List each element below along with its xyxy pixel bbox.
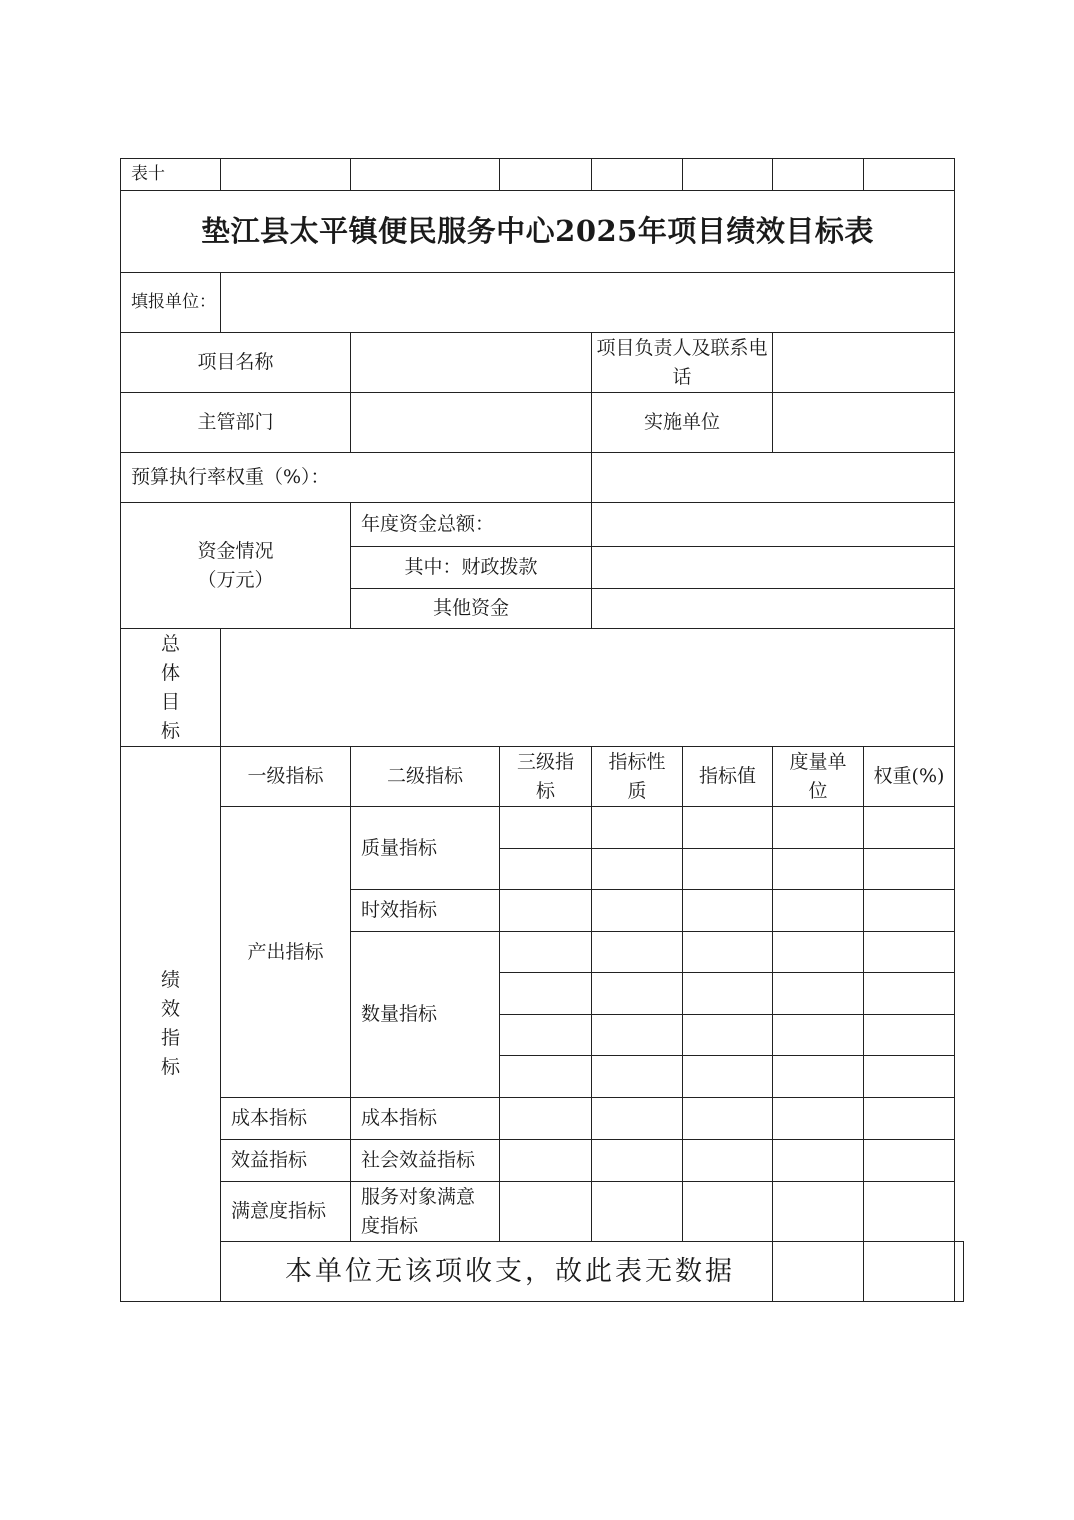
data-cell[interactable] bbox=[592, 890, 683, 932]
quantity-indicator-label: 数量指标 bbox=[351, 932, 500, 1098]
project-manager-label: 项目负责人及联系电话 bbox=[592, 333, 773, 393]
data-cell[interactable] bbox=[592, 1056, 683, 1098]
benefit-indicator-l2-label: 社会效益指标 bbox=[351, 1140, 500, 1182]
funds-label bbox=[121, 503, 351, 629]
data-cell[interactable] bbox=[683, 973, 773, 1015]
data-cell[interactable] bbox=[864, 807, 955, 849]
data-cell[interactable] bbox=[592, 1140, 683, 1182]
data-cell[interactable] bbox=[500, 973, 592, 1015]
fiscal-funds-value[interactable] bbox=[592, 547, 955, 589]
annual-funds-label: 年度资金总额： bbox=[351, 503, 592, 547]
implementing-unit-label: 实施单位 bbox=[592, 393, 773, 453]
blank-cell bbox=[500, 159, 592, 191]
performance-text: 绩效指标 bbox=[160, 969, 180, 1078]
data-cell[interactable] bbox=[773, 1140, 864, 1182]
funds-label-text: 资金情况（万元） bbox=[197, 539, 274, 591]
project-name-value[interactable] bbox=[351, 333, 592, 393]
cost-indicator-l2-label: 成本指标 bbox=[351, 1098, 500, 1140]
header-nature-text: 指标性质 bbox=[608, 750, 666, 802]
overall-goal-text: 总体目标 bbox=[160, 632, 180, 742]
satisfaction-indicator-l2-label bbox=[351, 1182, 500, 1242]
blank-cell bbox=[864, 159, 955, 191]
data-cell[interactable] bbox=[773, 1098, 864, 1140]
blank-cell bbox=[773, 1242, 864, 1302]
data-cell[interactable] bbox=[592, 1182, 683, 1242]
data-cell[interactable] bbox=[864, 890, 955, 932]
project-manager-value[interactable] bbox=[773, 333, 955, 393]
data-cell[interactable] bbox=[500, 890, 592, 932]
budget-rate-label: 预算执行率权重（%）： bbox=[121, 453, 592, 503]
overall-goal-value[interactable] bbox=[221, 629, 955, 747]
header-nature bbox=[592, 747, 683, 807]
data-cell[interactable] bbox=[683, 1098, 773, 1140]
department-label: 主管部门 bbox=[121, 393, 351, 453]
header-level3-text: 三级指标 bbox=[516, 750, 574, 802]
data-cell[interactable] bbox=[773, 1056, 864, 1098]
header-level2: 二级指标 bbox=[351, 747, 500, 807]
no-data-note: 本单位无该项收支，故此表无数据 bbox=[221, 1242, 773, 1302]
fill-unit-value[interactable] bbox=[221, 273, 955, 333]
blank-cell bbox=[864, 1242, 955, 1302]
data-cell[interactable] bbox=[592, 932, 683, 973]
data-cell[interactable] bbox=[864, 973, 955, 1015]
data-cell[interactable] bbox=[683, 807, 773, 849]
data-cell[interactable] bbox=[500, 1098, 592, 1140]
data-cell[interactable] bbox=[500, 849, 592, 890]
timeliness-indicator-label: 时效指标 bbox=[351, 890, 500, 932]
data-cell[interactable] bbox=[500, 1056, 592, 1098]
blank-cell bbox=[683, 159, 773, 191]
data-cell[interactable] bbox=[683, 890, 773, 932]
header-weight: 权重(%) bbox=[864, 747, 955, 807]
annual-funds-value[interactable] bbox=[592, 503, 955, 547]
data-cell[interactable] bbox=[773, 1182, 864, 1242]
data-cell[interactable] bbox=[592, 973, 683, 1015]
data-cell[interactable] bbox=[864, 1140, 955, 1182]
data-cell[interactable] bbox=[683, 1015, 773, 1056]
blank-cell bbox=[955, 1242, 964, 1302]
fill-unit-label: 填报单位： bbox=[121, 273, 221, 333]
data-cell[interactable] bbox=[683, 1056, 773, 1098]
data-cell[interactable] bbox=[592, 1015, 683, 1056]
blank-cell bbox=[351, 159, 500, 191]
blank-cell bbox=[221, 159, 351, 191]
form-title: 垫江县太平镇便民服务中心2025年项目绩效目标表 bbox=[121, 191, 955, 273]
other-funds-label: 其他资金 bbox=[351, 589, 592, 629]
performance-label bbox=[121, 747, 221, 1302]
data-cell[interactable] bbox=[864, 849, 955, 890]
data-cell[interactable] bbox=[683, 1140, 773, 1182]
performance-target-form bbox=[120, 158, 964, 1302]
header-level3 bbox=[500, 747, 592, 807]
data-cell[interactable] bbox=[592, 849, 683, 890]
output-indicator-label: 产出指标 bbox=[221, 807, 351, 1098]
data-cell[interactable] bbox=[500, 807, 592, 849]
cost-indicator-l1-label: 成本指标 bbox=[221, 1098, 351, 1140]
data-cell[interactable] bbox=[773, 932, 864, 973]
header-unit-text: 度量单位 bbox=[789, 750, 847, 802]
data-cell[interactable] bbox=[864, 1056, 955, 1098]
project-name-label: 项目名称 bbox=[121, 333, 351, 393]
satisfaction-indicator-l1-label: 满意度指标 bbox=[221, 1182, 351, 1242]
implementing-unit-value[interactable] bbox=[773, 393, 955, 453]
data-cell[interactable] bbox=[864, 1182, 955, 1242]
data-cell[interactable] bbox=[864, 1015, 955, 1056]
blank-cell bbox=[592, 159, 683, 191]
data-cell[interactable] bbox=[773, 890, 864, 932]
data-cell[interactable] bbox=[500, 1015, 592, 1056]
department-value[interactable] bbox=[351, 393, 592, 453]
budget-rate-value[interactable] bbox=[592, 453, 955, 503]
data-cell[interactable] bbox=[592, 807, 683, 849]
data-cell[interactable] bbox=[683, 1182, 773, 1242]
overall-goal-label bbox=[121, 629, 221, 747]
data-cell[interactable] bbox=[864, 1098, 955, 1140]
data-cell[interactable] bbox=[500, 1182, 592, 1242]
data-cell[interactable] bbox=[773, 849, 864, 890]
fiscal-funds-label: 其中：财政拨款 bbox=[351, 547, 592, 589]
satisfaction-indicator-l2-text: 服务对象满意度指标 bbox=[361, 1185, 476, 1237]
header-level1: 一级指标 bbox=[221, 747, 351, 807]
data-cell[interactable] bbox=[864, 932, 955, 973]
header-unit bbox=[773, 747, 864, 807]
quality-indicator-label: 质量指标 bbox=[351, 807, 500, 890]
data-cell[interactable] bbox=[773, 807, 864, 849]
header-value: 指标值 bbox=[683, 747, 773, 807]
benefit-indicator-l1-label: 效益指标 bbox=[221, 1140, 351, 1182]
other-funds-value[interactable] bbox=[592, 589, 955, 629]
data-cell[interactable] bbox=[592, 1098, 683, 1140]
data-cell[interactable] bbox=[773, 973, 864, 1015]
data-cell[interactable] bbox=[683, 932, 773, 973]
table-number: 表十 bbox=[121, 159, 221, 191]
data-cell[interactable] bbox=[500, 1140, 592, 1182]
data-cell[interactable] bbox=[773, 1015, 864, 1056]
data-cell[interactable] bbox=[500, 932, 592, 973]
blank-cell bbox=[773, 159, 864, 191]
data-cell[interactable] bbox=[683, 849, 773, 890]
